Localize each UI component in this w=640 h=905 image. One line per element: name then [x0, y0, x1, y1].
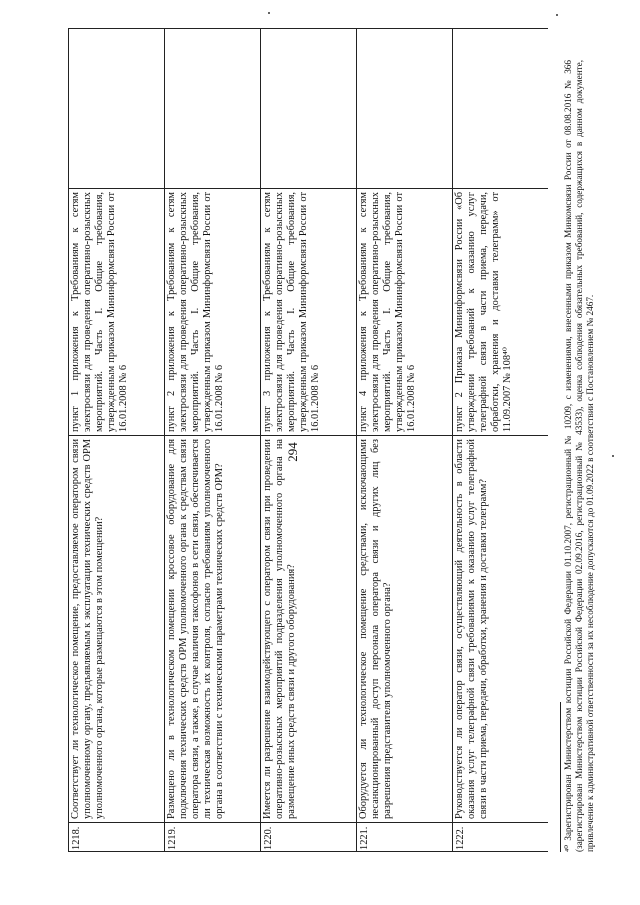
requirements-table — [68, 28, 548, 852]
reference-cell: пункт 1 приложения к Требованиям к сетям электросвязи для проведения оперативно-розыскных мероприятий. Часть I. Общие требования, утвержденным приказом Мининформсвязи России от 16.01.2008 № 6 — [69, 189, 165, 436]
answer-cell — [357, 29, 453, 189]
reference-cell: пункт 3 приложения к Требованиям к сетям электросвязи для проведения оперативно-розыскных мероприятий. Часть I. Общие требования, утвержденным приказом Мининформсвязи России от 16.01.2008 № 6 — [261, 189, 357, 436]
reference-cell: пункт 2 Приказа Мининформсвязи России «Об утверждении требований к оказанию услуг телеграфной связи в части приема, передачи, обработки, хранения и доставки телеграмм» от 11.09.2007 № 108⁴⁰ — [453, 189, 549, 436]
footnote-separator — [560, 702, 561, 852]
row-number: 1221. — [357, 823, 453, 852]
row-number: 1222. — [453, 823, 549, 852]
answer-cell — [261, 29, 357, 189]
table-row — [165, 29, 261, 852]
table-row — [357, 29, 453, 852]
question-cell: Соответствует ли технологическое помещение, предоставляемое оператором связи уполномоченному органу, предъявляемым к эксплуатации технических средств ОРМ уполномоченного органа, которые размещаются в этом помещении? — [69, 436, 165, 823]
table-row — [261, 29, 357, 852]
row-number: 1218. — [69, 823, 165, 852]
question-cell: Имеется ли разрешение взаимодействующего с оператором связи при проведении оперативно-розыскных мероприятий подразделения уполномоченного органа на размещение иных средств связи и другого оборудования? — [261, 436, 357, 823]
answer-cell — [69, 29, 165, 189]
scan-speck — [556, 14, 558, 16]
scan-speck — [268, 12, 270, 14]
page-number: 294 — [285, 442, 300, 462]
table-row — [453, 29, 549, 852]
answer-cell — [453, 29, 549, 189]
footnote-area — [560, 60, 616, 852]
question-cell: Оборудуется ли технологическое помещение средствами, исключающими несанкционированный доступ персонала оператора связи и других лиц без разрешения представителя уполномоченного органа? — [357, 436, 453, 823]
question-cell: Руководствуется ли оператор связи, осуществляющий деятельность в области оказания услуг телеграфной связи требованиями к оказанию услуг телеграфной связи в части приема, передачи, обработки, хранения и доставки телеграмм? — [453, 436, 549, 823]
reference-cell: пункт 4 приложения к Требованиям к сетям электросвязи для проведения оперативно-розыскных мероприятий. Часть I. Общие требования, утвержденным приказом Мининформсвязи России от 16.01.2008 № 6 — [357, 189, 453, 436]
requirements-table-area — [68, 28, 548, 852]
row-number: 1219. — [165, 823, 261, 852]
row-number: 1220. — [261, 823, 357, 852]
footnote-text: ⁴⁰ Зарегистрирован Министерством юстиции Российской Федерации 01.10.2007, регистрационный № 10209, с изменениями, внесенными приказом Минкомсвязи России от 08.08.2016 № 366 (зарегистрирован Министерством юстиции Российской Федерации 02.09.2016, регистрационный № 43533), оценка соблюдения обязательных требований, содержащихся в данном документе, привлечение к административной ответственности за их несоблюдение допускаются до 01.09.2022 в соответствии с Постановлением № 2467. — [563, 60, 595, 852]
table-row — [69, 29, 165, 852]
reference-cell: пункт 2 приложения к Требованиям к сетям электросвязи для проведения оперативно-розыскных мероприятий. Часть I. Общие требования, утвержденным приказом Мининформсвязи России от 16.01.2008 № 6 — [165, 189, 261, 436]
question-cell: Размещено ли в технологическом помещении кроссовое оборудование для подключения технических средств ОРМ уполномоченного органа к средствам связи оператора связи, а также, в случае наличия таксофонов в сети связи, обеспечивается ли техническая возможность их контроля, согласно требованиям уполномоченного органа в соответствии с техническими параметрами технических средств ОРМ? — [165, 436, 261, 823]
answer-cell — [165, 29, 261, 189]
